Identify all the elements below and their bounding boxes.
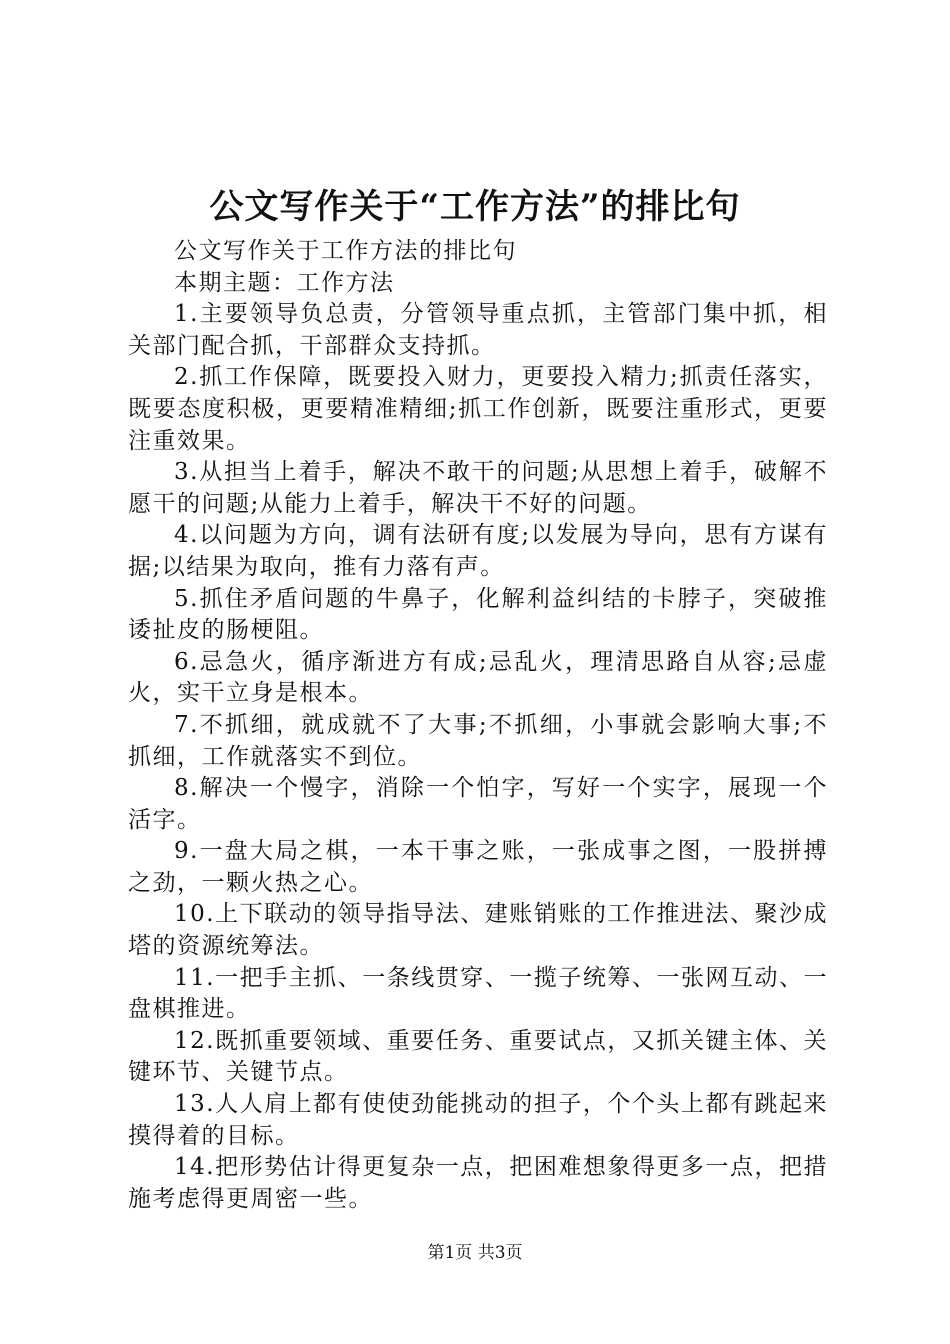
document-title: 公文写作关于“工作方法”的排比句 <box>209 187 741 227</box>
paragraph: 2.抓工作保障，既要投入财力，更要投入精力;抓责任落实，既要态度积极，更要精准精细;抓工作创新，既要注重形式，更要注重效果。 <box>128 364 828 454</box>
paragraph: 8.解决一个慢字，消除一个怕字，写好一个实字，展现一个活字。 <box>128 775 828 833</box>
paragraph: 10.上下联动的领导指导法、建账销账的工作推进法、聚沙成塔的资源统筹法。 <box>128 901 828 960</box>
page-footer: 第1页 共3页 <box>427 1243 523 1263</box>
paragraph: 9.一盘大局之棋，一本干事之账，一张成事之图，一股拼搏之劲，一颗火热之心。 <box>128 838 828 896</box>
paragraph: 公文写作关于工作方法的排比句 <box>174 238 517 264</box>
paragraph: 6.忌急火，循序渐进方有成;忌乱火，理清思路自从容;忌虚火，实干立身是根本。 <box>128 648 828 707</box>
document-body <box>128 236 828 1215</box>
paragraph: 4.以问题为方向，调有法研有度;以发展为导向，思有方谋有据;以结果为取向，推有力落有声。 <box>128 522 828 580</box>
paragraph: 12.既抓重要领域、重要任务、重要试点，又抓关键主体、关键环节、关键节点。 <box>128 1027 828 1086</box>
paragraph: 1.主要领导负总责，分管领导重点抓，主管部门集中抓，相关部门配合抓，干部群众支持抓。 <box>128 301 828 359</box>
paragraph: 本期主题：工作方法 <box>174 269 395 296</box>
paragraph: 7.不抓细，就成就不了大事;不抓细，小事就会影响大事;不抓细，工作就落实不到位。 <box>128 711 828 770</box>
paragraph: 11.一把手主抓、一条线贯穿、一揽子统筹、一张网互动、一盘棋推进。 <box>128 964 828 1023</box>
paragraph: 13.人人肩上都有使使劲能挑动的担子，个个头上都有跳起来摸得着的目标。 <box>128 1091 828 1149</box>
paragraph: 5.抓住矛盾问题的牛鼻子，化解利益纠结的卡脖子，突破推诿扯皮的肠梗阻。 <box>128 585 828 644</box>
paragraph: 3.从担当上着手，解决不敢干的问题;从思想上着手，破解不愿干的问题;从能力上着手，解决干不好的问题。 <box>128 459 828 517</box>
paragraph: 14.把形势估计得更复杂一点，把困难想象得更多一点，把措施考虑得更周密一些。 <box>128 1154 828 1212</box>
